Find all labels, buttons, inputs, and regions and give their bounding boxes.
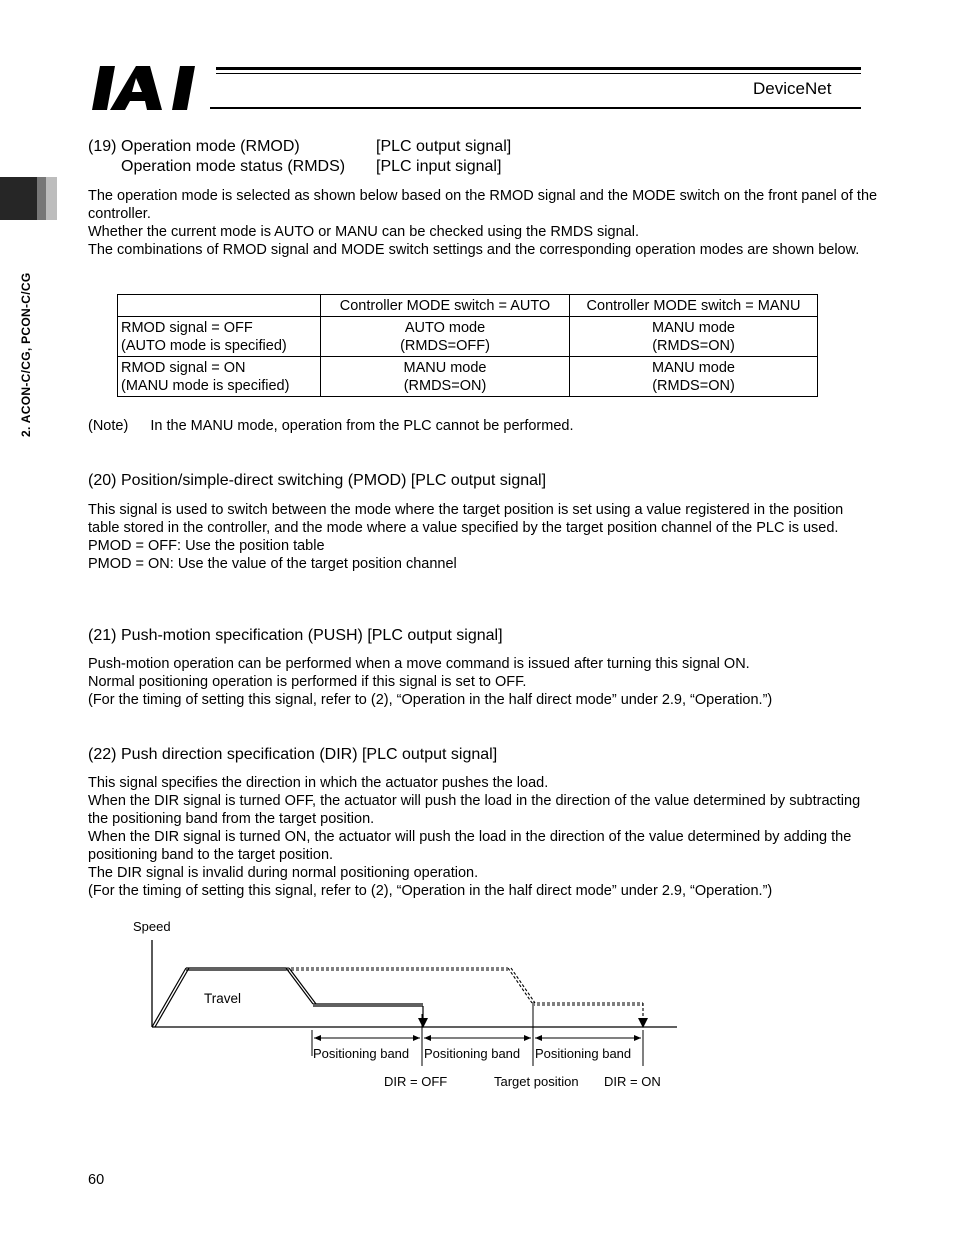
paragraph: When the DIR signal is turned OFF, the actuator will push the load in the direction of the value determined by subtracting the positioning band from the target position. [88,793,861,827]
header-rule-thick [216,67,861,70]
speed-profile-dir-on [286,968,643,1020]
side-tab-marker [0,177,37,220]
section19-line1-name: Operation mode (RMOD) [121,138,300,155]
cell-line: MANU mode [652,320,735,336]
paragraph: (For the timing of setting this signal, refer to (2), “Operation in the half direct mode” under 2.9, “Operation.”) [88,692,773,708]
section22-number: (22) [88,746,117,763]
table-header-cell: Controller MODE switch = MANU [570,295,818,317]
header-rule-thin [216,73,861,74]
table-cell [118,357,321,397]
table-header-cell: Controller MODE switch = AUTO [321,295,570,317]
paragraph: PMOD = OFF: Use the position table [88,538,325,554]
table-cell [321,317,570,357]
header-rule-bottom [210,107,861,109]
paragraph: (For the timing of setting this signal, refer to (2), “Operation in the half direct mode” under 2.9, “Operation.”) [88,883,773,899]
iai-logo [92,66,210,110]
table-row [118,357,818,397]
cell-line: RMOD signal = OFF [121,320,253,336]
cell-line: MANU mode [652,360,735,376]
speed-profile-dir-off [152,968,423,1027]
paragraph: The DIR signal is invalid during normal positioning operation. [88,865,479,881]
section21-title: Push-motion specification (PUSH) [PLC output signal] [121,627,503,644]
page-number: 60 [88,1172,105,1188]
cell-line: (RMDS=ON) [403,378,487,394]
paragraph: Push-motion operation can be performed when a move command is issued after turning this signal ON. [88,656,750,672]
cell-line: (RMDS=ON) [652,338,735,354]
y-axis-label: Speed [133,919,171,934]
section19-line1-signal: [PLC output signal] [376,138,512,155]
paragraph: When the DIR signal is turned ON, the actuator will push the load in the direction of the value determined by adding the positioning band to the target position. [88,829,852,863]
cell-line: (MANU mode is specified) [121,378,290,394]
section20-body [88,501,878,573]
paragraph: Normal positioning operation is performed if this signal is set to OFF. [88,674,527,690]
section19-number: (19) [88,138,117,155]
paragraph: This signal specifies the direction in which the actuator pushes the load. [88,775,549,791]
section21-body [88,655,878,709]
section19-line2-signal: [PLC input signal] [376,158,502,175]
paragraph: This signal is used to switch between the mode where the target position is set using a value registered in the position table stored in the controller, and the mode where a value specified by the target position channel of the PLC is used. [88,502,844,536]
table-cell [570,357,818,397]
section20-number: (20) [88,472,117,489]
section21-number: (21) [88,627,117,644]
push-direction-diagram [0,910,954,1100]
table-header-cell [118,295,321,317]
side-tab-marker-light [46,177,57,220]
target-position-label: Target position [494,1074,579,1089]
dir-off-label: DIR = OFF [384,1074,448,1089]
side-tab-marker-mid [37,177,46,220]
cell-line: (RMDS=ON) [652,378,735,394]
section22-body [88,774,878,900]
mode-table [117,294,818,397]
table-cell [570,317,818,357]
note-text: In the MANU mode, operation from the PLC cannot be performed. [150,418,574,434]
band-label: Positioning band [424,1046,521,1061]
paragraph: PMOD = ON: Use the value of the target position channel [88,556,457,572]
paragraph: The combinations of RMOD signal and MODE switch settings and the corresponding operation modes are shown below. [88,242,860,258]
section22-title: Push direction specification (DIR) [PLC output signal] [121,746,498,763]
paragraph: The operation mode is selected as shown below based on the RMOD signal and the MODE switch on the front panel of the controller. [88,188,878,222]
section19-body [88,187,878,259]
note-label: (Note) [88,418,129,434]
section19-line2-name: Operation mode status (RMDS) [121,158,346,175]
dir-on-label: DIR = ON [604,1074,661,1089]
table-header-row [118,295,818,317]
travel-label: Travel [204,991,242,1006]
table-row [118,317,818,357]
cell-line: (RMDS=OFF) [400,338,490,354]
table-cell [118,317,321,357]
side-tab-label: 2. ACON-C/CG, PCON-C/CG [19,272,33,437]
table-cell [321,357,570,397]
cell-line: RMOD signal = ON [121,360,246,376]
header-title: DeviceNet [753,79,832,98]
cell-line: AUTO mode [404,320,486,336]
cell-line: MANU mode [403,360,487,376]
paragraph: Whether the current mode is AUTO or MANU can be checked using the RMDS signal. [88,224,639,240]
band-label: Positioning band [535,1046,632,1061]
cell-line: (AUTO mode is specified) [121,338,287,354]
section20-title: Position/simple-direct switching (PMOD) [PLC output signal] [121,472,547,489]
band-label: Positioning band [313,1046,410,1061]
note [88,418,574,434]
